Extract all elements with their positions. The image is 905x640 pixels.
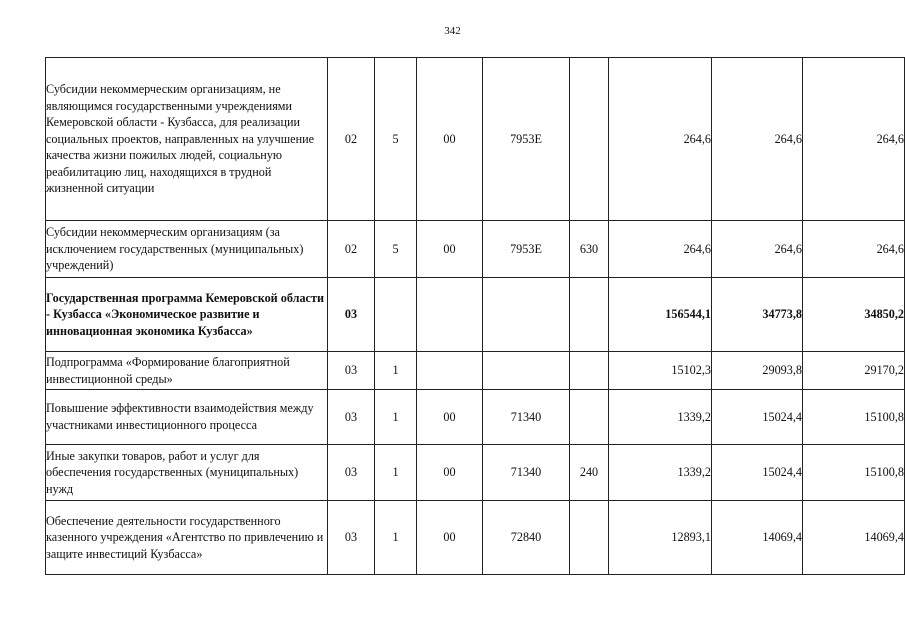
program-code: 03 — [328, 278, 375, 352]
direction-code: 00 — [417, 221, 483, 278]
amount-year-1: 264,6 — [609, 221, 712, 278]
program-code: 02 — [328, 58, 375, 221]
program-code: 03 — [328, 445, 375, 501]
amount-year-3: 15100,8 — [803, 390, 905, 445]
program-code: 03 — [328, 352, 375, 390]
expense-type-code — [570, 501, 609, 575]
amount-year-2: 15024,4 — [712, 390, 803, 445]
direction-code: 00 — [417, 390, 483, 445]
table-row — [46, 58, 905, 221]
amount-year-1: 12893,1 — [609, 501, 712, 575]
subprogram-code — [375, 278, 417, 352]
subprogram-code: 1 — [375, 352, 417, 390]
target-code: 7953Е — [483, 221, 570, 278]
expense-type-code — [570, 352, 609, 390]
amount-year-3: 29170,2 — [803, 352, 905, 390]
program-code: 03 — [328, 390, 375, 445]
table-row — [46, 390, 905, 445]
table-row — [46, 501, 905, 575]
target-code: 7953Е — [483, 58, 570, 221]
row-description: Субсидии некоммерческим организациям (за исключением государственных (муниципальных) учреждений) — [46, 221, 328, 278]
subprogram-code: 1 — [375, 501, 417, 575]
amount-year-3: 14069,4 — [803, 501, 905, 575]
page-number: 342 — [444, 25, 461, 37]
direction-code: 00 — [417, 58, 483, 221]
direction-code: 00 — [417, 501, 483, 575]
row-description: Обеспечение деятельности государственного казенного учреждения «Агентство по привлечению и защите инвестиций Кузбасса» — [46, 501, 328, 575]
target-code: 72840 — [483, 501, 570, 575]
table-row — [46, 352, 905, 390]
row-description: Субсидии некоммерческим организациям, не являющимся государственными учреждениями Кемеровской области - Кузбасса, для реализации социальных проектов, направленных на улучшение качества жизни пожилых людей, социальную реабилитацию лиц, находящихся в трудной жизненной ситуации — [46, 58, 328, 221]
row-description: Подпрограмма «Формирование благоприятной инвестиционной среды» — [46, 352, 328, 390]
target-code — [483, 278, 570, 352]
subprogram-code: 1 — [375, 445, 417, 501]
table-row — [46, 221, 905, 278]
program-code: 03 — [328, 501, 375, 575]
table-row — [46, 278, 905, 352]
amount-year-2: 15024,4 — [712, 445, 803, 501]
amount-year-1: 156544,1 — [609, 278, 712, 352]
amount-year-2: 14069,4 — [712, 501, 803, 575]
amount-year-1: 264,6 — [609, 58, 712, 221]
amount-year-2: 34773,8 — [712, 278, 803, 352]
amount-year-2: 264,6 — [712, 58, 803, 221]
expense-type-code — [570, 390, 609, 445]
direction-code — [417, 352, 483, 390]
target-code: 71340 — [483, 445, 570, 501]
subprogram-code: 5 — [375, 58, 417, 221]
target-code — [483, 352, 570, 390]
amount-year-3: 264,6 — [803, 221, 905, 278]
subprogram-code: 1 — [375, 390, 417, 445]
expense-type-code — [570, 58, 609, 221]
expense-type-code: 240 — [570, 445, 609, 501]
row-description: Повышение эффективности взаимодействия между участниками инвестиционного процесса — [46, 390, 328, 445]
amount-year-3: 34850,2 — [803, 278, 905, 352]
row-description: Государственная программа Кемеровской области - Кузбасса «Экономическое развитие и инновационная экономика Кузбасса» — [46, 278, 328, 352]
budget-table — [45, 57, 905, 575]
amount-year-2: 29093,8 — [712, 352, 803, 390]
amount-year-3: 264,6 — [803, 58, 905, 221]
amount-year-2: 264,6 — [712, 221, 803, 278]
amount-year-1: 1339,2 — [609, 445, 712, 501]
direction-code: 00 — [417, 445, 483, 501]
expense-type-code — [570, 278, 609, 352]
direction-code — [417, 278, 483, 352]
program-code: 02 — [328, 221, 375, 278]
amount-year-1: 15102,3 — [609, 352, 712, 390]
expense-type-code: 630 — [570, 221, 609, 278]
row-description: Иные закупки товаров, работ и услуг для обеспечения государственных (муниципальных) нужд — [46, 445, 328, 501]
table-row — [46, 445, 905, 501]
target-code: 71340 — [483, 390, 570, 445]
amount-year-3: 15100,8 — [803, 445, 905, 501]
amount-year-1: 1339,2 — [609, 390, 712, 445]
subprogram-code: 5 — [375, 221, 417, 278]
